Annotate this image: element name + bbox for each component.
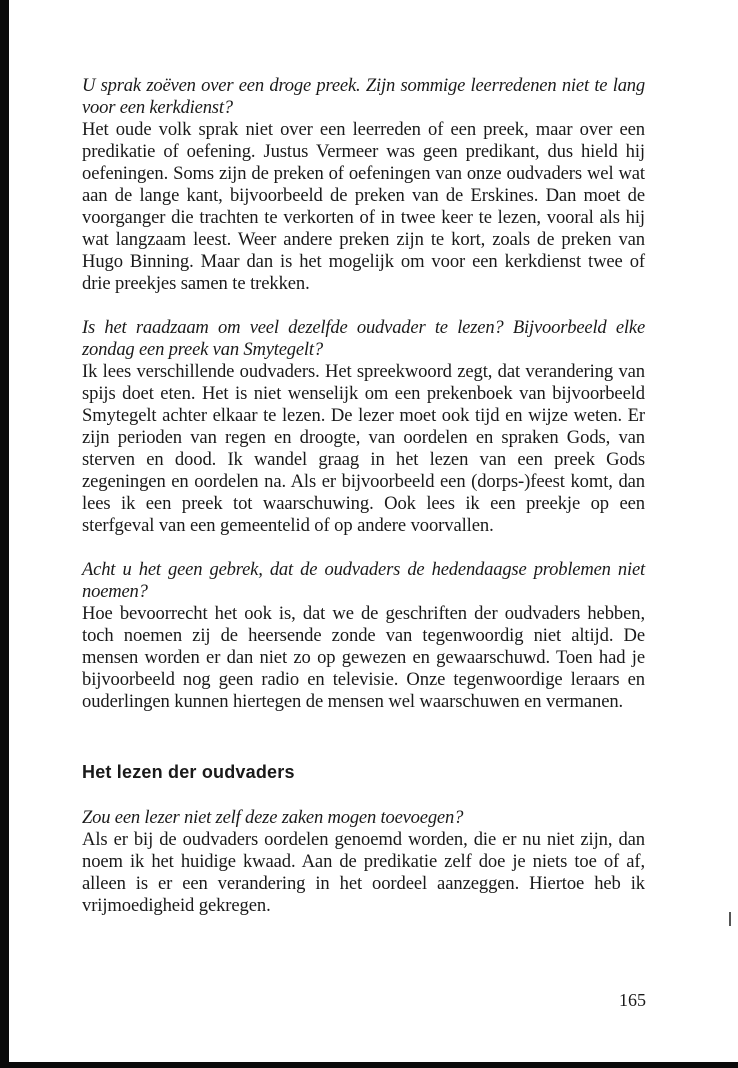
qa-block-1 [82,75,645,295]
scan-speck [729,912,731,926]
scan-edge-bottom [0,1062,738,1068]
page-number: 165 [619,990,646,1010]
qa-block-3 [82,559,645,713]
section-heading: Het lezen der oudvaders [82,762,295,782]
answer-text: Hoe bevoorrecht het ook is, dat we de geschriften der oudvaders hebben, toch noemen zij de heersende zonde van tegenwoordig niet altijd. De mensen worden er dan niet zo op gewezen en gewaarschuwd. Toen had je bijvoorbeeld nog geen radio en televisie. Onze tegenwoordige leraars en ouderlingen kunnen hiertegen de mensen wel waarschuwen en vermanen. [82,603,645,712]
page-body [82,75,645,939]
answer-text: Ik lees verschillende oudvaders. Het spreekwoord zegt, dat verandering van spijs doet eten. Het is niet wenselijk om een prekenboek van bijvoorbeeld Smytegelt achter elkaar te lezen. De lezer moet ook tijd en wijze weten. Er zijn perioden van regen en droogte, van oordelen en spraken Gods, van sterven en dood. Ik wandel graag in het lezen van een preek Gods zegeningen en oordelen na. Als er bijvoorbeeld een (dorps-)feest komt, dan lees ik een preek tot waarschuwing. Ook lees ik een preekje op een sterfgeval van een gemeentelid of op andere voorvallen. [82,361,645,536]
question-text: Zou een lezer niet zelf deze zaken mogen toevoegen? [82,807,464,828]
answer-text: Als er bij de oudvaders oordelen genoemd worden, die er nu niet zijn, dan noem ik het huidige kwaad. Aan de predikatie zelf doe je niets toe of af, alleen is er een verandering in het oordeel aanzeggen. Hiertoe heb ik vrijmoedigheid gekregen. [82,829,645,916]
question-text: Is het raadzaam om veel dezelfde oudvader te lezen? Bijvoorbeeld elke zondag een preek van Smytegelt? [82,317,645,360]
answer-text: Het oude volk sprak niet over een leerreden of een preek, maar over een predikatie of oefening. Justus Vermeer was geen predikant, dus hield hij oefeningen. Soms zijn de preken of oefeningen van onze oudvaders wel wat aan de lange kant, bijvoorbeeld de preken van de Erskines. Dan moet de voorganger die trachten te verkorten of in twee keer te lezen, vooral als hij wat langzaam leest. Weer andere preken zijn te kort, zoals de preken van Hugo Binning. Maar dan is het mogelijk om voor een kerkdienst twee of drie preekjes samen te trekken. [82,119,645,294]
scan-edge-left [0,0,9,1068]
question-text: U sprak zoëven over een droge preek. Zijn sommige leerredenen niet te lang voor een kerkdienst? [82,75,645,118]
qa-block-2 [82,317,645,537]
question-text: Acht u het geen gebrek, dat de oudvaders de hedendaagse problemen niet noemen? [82,559,645,602]
qa-block-4 [82,807,645,917]
